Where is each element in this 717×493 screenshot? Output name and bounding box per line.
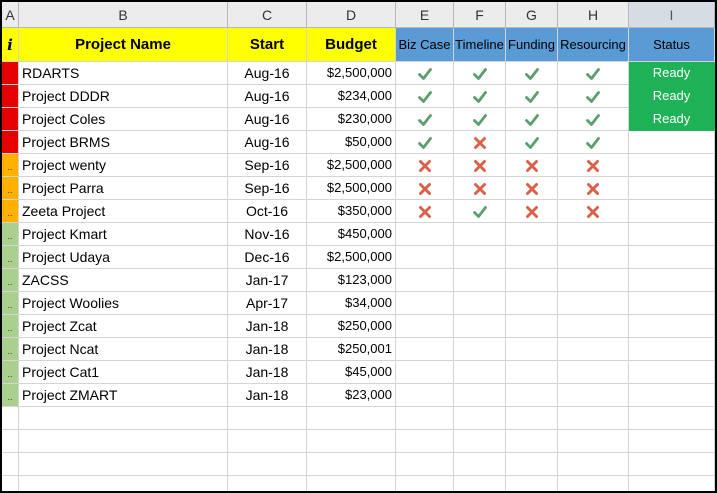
timeline-cell[interactable]	[454, 361, 506, 384]
row-indicator[interactable]: ..	[2, 361, 19, 384]
empty-cell[interactable]	[558, 476, 629, 493]
budget-cell[interactable]: $123,000	[307, 269, 396, 292]
project-name-cell[interactable]: Project Zcat	[19, 315, 228, 338]
empty-cell[interactable]	[506, 430, 558, 453]
empty-cell[interactable]	[228, 453, 307, 476]
budget-cell[interactable]: $230,000	[307, 108, 396, 131]
budget-cell[interactable]: $34,000	[307, 292, 396, 315]
timeline-cell[interactable]	[454, 108, 506, 131]
table-row	[2, 269, 715, 292]
biz-case-cell[interactable]	[396, 292, 454, 315]
resourcing-cell[interactable]	[558, 108, 629, 131]
empty-cell[interactable]	[2, 476, 19, 493]
resourcing-cell[interactable]	[558, 269, 629, 292]
timeline-header[interactable]: Timeline	[454, 28, 506, 62]
check-icon	[418, 111, 432, 127]
timeline-cell[interactable]	[454, 269, 506, 292]
table-row	[2, 292, 715, 315]
column-header-row	[2, 2, 715, 28]
timeline-cell[interactable]	[454, 338, 506, 361]
timeline-cell[interactable]	[454, 131, 506, 154]
column-header-i[interactable]: I	[629, 2, 715, 28]
timeline-cell[interactable]	[454, 85, 506, 108]
timeline-cell[interactable]	[454, 315, 506, 338]
column-header-d[interactable]: D	[307, 2, 396, 28]
funding-cell[interactable]	[506, 315, 558, 338]
empty-cell[interactable]	[454, 430, 506, 453]
empty-cell[interactable]	[629, 407, 715, 430]
status-cell[interactable]	[629, 384, 715, 407]
check-icon	[586, 65, 600, 81]
check-icon	[473, 203, 487, 219]
start-cell[interactable]: Jan-17	[228, 269, 307, 292]
table-row	[2, 338, 715, 361]
budget-header[interactable]: Budget	[307, 28, 396, 62]
status-cell[interactable]	[629, 338, 715, 361]
empty-cell[interactable]	[19, 430, 228, 453]
resourcing-cell[interactable]	[558, 246, 629, 269]
empty-cell[interactable]	[454, 476, 506, 493]
resourcing-cell[interactable]	[558, 200, 629, 223]
resourcing-cell[interactable]	[558, 384, 629, 407]
budget-cell[interactable]: $2,500,000	[307, 154, 396, 177]
empty-cell[interactable]	[629, 453, 715, 476]
status-cell[interactable]	[629, 177, 715, 200]
row-indicator[interactable]: ..	[2, 292, 19, 315]
check-icon	[418, 88, 432, 104]
column-header-h[interactable]: H	[558, 2, 629, 28]
empty-cell[interactable]	[396, 476, 454, 493]
timeline-cell[interactable]	[454, 223, 506, 246]
empty-cell[interactable]	[2, 430, 19, 453]
empty-row	[2, 430, 715, 453]
status-cell[interactable]	[629, 200, 715, 223]
row-indicator[interactable]: ..	[2, 315, 19, 338]
empty-cell[interactable]	[307, 453, 396, 476]
resourcing-cell[interactable]	[558, 177, 629, 200]
row-indicator[interactable]	[2, 131, 19, 154]
funding-cell[interactable]	[506, 384, 558, 407]
start-cell[interactable]: Jan-18	[228, 338, 307, 361]
status-cell[interactable]	[629, 315, 715, 338]
funding-cell[interactable]	[506, 108, 558, 131]
funding-cell[interactable]	[506, 131, 558, 154]
start-cell[interactable]: Nov-16	[228, 223, 307, 246]
start-cell[interactable]: Jan-18	[228, 361, 307, 384]
project-name-cell[interactable]: Project Ncat	[19, 338, 228, 361]
empty-cell[interactable]	[307, 430, 396, 453]
budget-cell[interactable]: $2,500,000	[307, 177, 396, 200]
timeline-cell[interactable]	[454, 292, 506, 315]
empty-cell[interactable]	[2, 407, 19, 430]
project-name-cell[interactable]: Project BRMS	[19, 131, 228, 154]
status-cell[interactable]	[629, 246, 715, 269]
timeline-cell[interactable]	[454, 154, 506, 177]
check-icon	[586, 88, 600, 104]
budget-cell[interactable]: $250,000	[307, 315, 396, 338]
empty-cell[interactable]	[19, 407, 228, 430]
funding-cell[interactable]	[506, 361, 558, 384]
cross-icon	[525, 203, 539, 219]
empty-cell[interactable]	[2, 453, 19, 476]
start-cell[interactable]: Aug-16	[228, 108, 307, 131]
row-indicator[interactable]: ..	[2, 269, 19, 292]
project-name-cell[interactable]: Project Coles	[19, 108, 228, 131]
cross-icon	[418, 157, 432, 173]
empty-cell[interactable]	[396, 430, 454, 453]
check-icon	[525, 65, 539, 81]
cross-icon	[418, 180, 432, 196]
column-header-b[interactable]: B	[19, 2, 228, 28]
empty-cell[interactable]	[629, 476, 715, 493]
biz-case-cell[interactable]	[396, 223, 454, 246]
cross-icon	[525, 157, 539, 173]
table-row	[2, 384, 715, 407]
empty-cell[interactable]	[396, 407, 454, 430]
budget-cell[interactable]: $45,000	[307, 361, 396, 384]
budget-cell[interactable]: $2,500,000	[307, 246, 396, 269]
project-name-cell[interactable]: Project Kmart	[19, 223, 228, 246]
timeline-cell[interactable]	[454, 200, 506, 223]
start-header[interactable]: Start	[228, 28, 307, 62]
project-name-cell[interactable]: Project Udaya	[19, 246, 228, 269]
table-header-row	[2, 28, 715, 62]
timeline-cell[interactable]	[454, 384, 506, 407]
row-indicator[interactable]: ..	[2, 246, 19, 269]
empty-cell[interactable]	[629, 430, 715, 453]
start-cell[interactable]: Aug-16	[228, 62, 307, 85]
empty-cell[interactable]	[19, 476, 228, 493]
budget-cell[interactable]: $50,000	[307, 131, 396, 154]
resourcing-cell[interactable]	[558, 62, 629, 85]
funding-cell[interactable]	[506, 154, 558, 177]
column-header-f[interactable]: F	[454, 2, 506, 28]
start-cell[interactable]: Apr-17	[228, 292, 307, 315]
start-cell[interactable]: Oct-16	[228, 200, 307, 223]
table-row	[2, 361, 715, 384]
empty-cell[interactable]	[558, 430, 629, 453]
column-header-c[interactable]: C	[228, 2, 307, 28]
row-indicator[interactable]	[2, 85, 19, 108]
cross-icon	[473, 157, 487, 173]
biz-case-cell[interactable]	[396, 384, 454, 407]
check-icon	[586, 111, 600, 127]
timeline-cell[interactable]	[454, 177, 506, 200]
budget-cell[interactable]: $350,000	[307, 200, 396, 223]
empty-cell[interactable]	[454, 453, 506, 476]
funding-cell[interactable]	[506, 338, 558, 361]
status-header[interactable]: Status	[629, 28, 715, 62]
column-header-g[interactable]: G	[506, 2, 558, 28]
table-body	[2, 62, 715, 493]
empty-row	[2, 407, 715, 430]
cross-icon	[586, 203, 600, 219]
resourcing-cell[interactable]	[558, 315, 629, 338]
status-cell[interactable]	[629, 292, 715, 315]
cross-icon	[586, 180, 600, 196]
row-indicator[interactable]: ..	[2, 177, 19, 200]
biz-case-cell[interactable]	[396, 154, 454, 177]
row-indicator[interactable]	[2, 108, 19, 131]
status-cell[interactable]	[629, 269, 715, 292]
budget-cell[interactable]: $23,000	[307, 384, 396, 407]
funding-header[interactable]: Funding	[506, 28, 558, 62]
empty-cell[interactable]	[307, 407, 396, 430]
status-cell[interactable]: Ready	[629, 85, 715, 108]
empty-cell[interactable]	[228, 476, 307, 493]
start-cell[interactable]: Jan-18	[228, 315, 307, 338]
resourcing-cell[interactable]	[558, 131, 629, 154]
resourcing-cell[interactable]	[558, 85, 629, 108]
column-header-a[interactable]: A	[2, 2, 19, 28]
funding-cell[interactable]	[506, 177, 558, 200]
biz-case-cell[interactable]	[396, 177, 454, 200]
check-icon	[586, 134, 600, 150]
row-indicator[interactable]	[2, 62, 19, 85]
table-row	[2, 315, 715, 338]
table-row	[2, 85, 715, 108]
row-indicator[interactable]: ..	[2, 200, 19, 223]
budget-cell[interactable]: $450,000	[307, 223, 396, 246]
empty-cell[interactable]	[558, 407, 629, 430]
table-row	[2, 62, 715, 85]
resourcing-cell[interactable]	[558, 338, 629, 361]
project-name-cell[interactable]: ZACSS	[19, 269, 228, 292]
project-name-cell[interactable]: Project Parra	[19, 177, 228, 200]
check-icon	[525, 88, 539, 104]
cross-icon	[418, 203, 432, 219]
empty-cell[interactable]	[506, 453, 558, 476]
table-row	[2, 177, 715, 200]
project-name-cell[interactable]: Project wenty	[19, 154, 228, 177]
row-indicator[interactable]: ..	[2, 338, 19, 361]
empty-cell[interactable]	[506, 476, 558, 493]
biz-case-cell[interactable]	[396, 246, 454, 269]
empty-cell[interactable]	[454, 407, 506, 430]
funding-cell[interactable]	[506, 62, 558, 85]
cross-icon	[473, 134, 487, 150]
status-cell[interactable]: Ready	[629, 62, 715, 85]
biz-case-header[interactable]: Biz Case	[396, 28, 454, 62]
biz-case-cell[interactable]	[396, 361, 454, 384]
check-icon	[525, 111, 539, 127]
project-name-header[interactable]: Project Name	[19, 28, 228, 62]
empty-row	[2, 453, 715, 476]
row-indicator[interactable]: ..	[2, 154, 19, 177]
biz-case-cell[interactable]	[396, 131, 454, 154]
budget-cell[interactable]: $250,001	[307, 338, 396, 361]
biz-case-cell[interactable]	[396, 62, 454, 85]
biz-case-cell[interactable]	[396, 315, 454, 338]
empty-cell[interactable]	[506, 407, 558, 430]
start-cell[interactable]: Aug-16	[228, 85, 307, 108]
empty-cell[interactable]	[307, 476, 396, 493]
start-cell[interactable]: Jan-18	[228, 384, 307, 407]
funding-cell[interactable]	[506, 246, 558, 269]
resourcing-cell[interactable]	[558, 361, 629, 384]
empty-cell[interactable]	[228, 407, 307, 430]
start-cell[interactable]: Dec-16	[228, 246, 307, 269]
funding-cell[interactable]	[506, 269, 558, 292]
budget-cell[interactable]: $234,000	[307, 85, 396, 108]
check-icon	[418, 134, 432, 150]
funding-cell[interactable]	[506, 85, 558, 108]
cross-icon	[473, 180, 487, 196]
check-icon	[473, 88, 487, 104]
project-name-cell[interactable]: Project ZMART	[19, 384, 228, 407]
check-icon	[525, 134, 539, 150]
project-name-cell[interactable]: Project Woolies	[19, 292, 228, 315]
funding-cell[interactable]	[506, 200, 558, 223]
start-cell[interactable]: Sep-16	[228, 177, 307, 200]
resourcing-cell[interactable]	[558, 154, 629, 177]
check-icon	[418, 65, 432, 81]
resourcing-header[interactable]: Resourcing	[558, 28, 629, 62]
column-header-e[interactable]: E	[396, 2, 454, 28]
empty-cell[interactable]	[558, 453, 629, 476]
biz-case-cell[interactable]	[396, 338, 454, 361]
row-indicator[interactable]: ..	[2, 384, 19, 407]
project-name-cell[interactable]: RDARTS	[19, 62, 228, 85]
resourcing-cell[interactable]	[558, 223, 629, 246]
cross-icon	[586, 157, 600, 173]
start-cell[interactable]: Aug-16	[228, 131, 307, 154]
funding-cell[interactable]	[506, 223, 558, 246]
row-indicator[interactable]: ..	[2, 223, 19, 246]
funding-cell[interactable]	[506, 292, 558, 315]
empty-cell[interactable]	[396, 453, 454, 476]
timeline-cell[interactable]	[454, 246, 506, 269]
status-cell[interactable]: Ready	[629, 108, 715, 131]
status-cell[interactable]	[629, 154, 715, 177]
resourcing-cell[interactable]	[558, 292, 629, 315]
project-name-cell[interactable]: Project DDDR	[19, 85, 228, 108]
indicator-header[interactable]: i	[2, 28, 19, 62]
status-cell[interactable]	[629, 223, 715, 246]
timeline-cell[interactable]	[454, 62, 506, 85]
start-cell[interactable]: Sep-16	[228, 154, 307, 177]
biz-case-cell[interactable]	[396, 269, 454, 292]
project-name-cell[interactable]: Zeeta Project	[19, 200, 228, 223]
table-row	[2, 223, 715, 246]
status-cell[interactable]	[629, 131, 715, 154]
table-row	[2, 200, 715, 223]
status-cell[interactable]	[629, 361, 715, 384]
empty-cell[interactable]	[19, 453, 228, 476]
table-row	[2, 108, 715, 131]
budget-cell[interactable]: $2,500,000	[307, 62, 396, 85]
biz-case-cell[interactable]	[396, 200, 454, 223]
cross-icon	[525, 180, 539, 196]
table-row	[2, 246, 715, 269]
check-icon	[473, 111, 487, 127]
empty-row	[2, 476, 715, 493]
biz-case-cell[interactable]	[396, 108, 454, 131]
table-row	[2, 131, 715, 154]
project-name-cell[interactable]: Project Cat1	[19, 361, 228, 384]
check-icon	[473, 65, 487, 81]
empty-cell[interactable]	[228, 430, 307, 453]
biz-case-cell[interactable]	[396, 85, 454, 108]
table-row	[2, 154, 715, 177]
